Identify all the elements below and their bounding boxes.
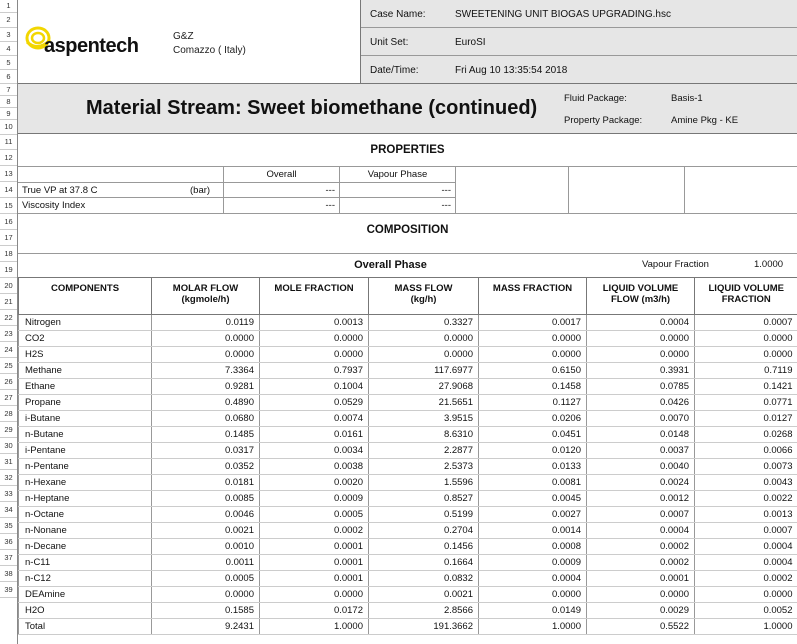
company-name: G&Z <box>173 31 194 42</box>
prop-row-name: Viscosity Index <box>18 198 224 214</box>
composition-col-header <box>260 278 369 315</box>
table-row <box>19 491 797 507</box>
component-name: Ethane <box>19 379 152 395</box>
component-value: 0.0000 <box>587 587 695 603</box>
component-value: 0.7937 <box>260 363 369 379</box>
table-row <box>19 347 797 363</box>
row-number: 30 <box>0 438 17 454</box>
datetime-label: Date/Time: <box>370 65 419 76</box>
component-value: 0.0017 <box>479 315 587 331</box>
col-header-line: (kgmole/h) <box>181 294 230 305</box>
component-value: 0.0000 <box>587 331 695 347</box>
total-row <box>19 619 797 635</box>
component-value: 0.0012 <box>587 491 695 507</box>
component-value: 0.0181 <box>152 475 260 491</box>
composition-col-header <box>479 278 587 315</box>
component-value: 0.0002 <box>587 539 695 555</box>
composition-table <box>18 277 797 635</box>
component-value: 0.0172 <box>260 603 369 619</box>
component-value: 0.0000 <box>695 587 797 603</box>
col-header-line: LIQUID VOLUME <box>708 283 784 294</box>
row-number: 27 <box>0 390 17 406</box>
component-value: 7.3364 <box>152 363 260 379</box>
component-value: 21.5651 <box>369 395 479 411</box>
unit-set-value: EuroSI <box>455 37 486 48</box>
fluid-package-value: Basis-1 <box>671 93 703 104</box>
component-value: 0.0009 <box>260 491 369 507</box>
properties-grid <box>18 166 797 213</box>
component-value: 0.0066 <box>695 443 797 459</box>
prop-row-name: True VP at 37.8 C (bar) <box>18 183 224 198</box>
row-number-gutter <box>0 0 18 644</box>
component-value: 1.5596 <box>369 475 479 491</box>
component-value: 0.0070 <box>587 411 695 427</box>
component-value: 0.0000 <box>260 347 369 363</box>
col-header-line: LIQUID VOLUME <box>602 283 679 294</box>
row-number: 2 <box>0 13 17 28</box>
component-value: 3.9515 <box>369 411 479 427</box>
component-value: 0.0007 <box>695 523 797 539</box>
row-number: 37 <box>0 550 17 566</box>
component-value: 0.0001 <box>260 539 369 555</box>
component-value: 0.5199 <box>369 507 479 523</box>
component-value: 0.0037 <box>587 443 695 459</box>
component-value: 0.0785 <box>587 379 695 395</box>
component-value: 0.1664 <box>369 555 479 571</box>
component-name: n-Octane <box>19 507 152 523</box>
component-value: 191.3662 <box>369 619 479 635</box>
component-value: 0.0011 <box>152 555 260 571</box>
row-number: 17 <box>0 230 17 246</box>
component-value: 0.0005 <box>260 507 369 523</box>
component-value: 0.9281 <box>152 379 260 395</box>
component-value: 2.8566 <box>369 603 479 619</box>
col-header-line: (kg/h) <box>410 294 437 305</box>
prop-row-vapour: --- <box>340 198 456 214</box>
row-number: 19 <box>0 262 17 278</box>
case-name-row <box>361 0 797 28</box>
col-header-line: MASS FRACTION <box>492 283 573 294</box>
property-package-label: Property Package: <box>564 115 643 126</box>
col-header-line: MASS FLOW <box>394 283 453 294</box>
phase-title: Overall Phase <box>354 259 427 271</box>
header-company-block <box>18 0 360 84</box>
component-value: 0.4890 <box>152 395 260 411</box>
property-package-value: Amine Pkg - KE <box>671 115 739 126</box>
component-name: H2S <box>19 347 152 363</box>
composition-col-header <box>152 278 260 315</box>
component-value: 0.8527 <box>369 491 479 507</box>
header-case-block <box>360 0 797 84</box>
phase-bar <box>18 253 797 277</box>
table-row <box>19 411 797 427</box>
row-number: 34 <box>0 502 17 518</box>
component-value: 0.0120 <box>479 443 587 459</box>
component-value: 0.0001 <box>260 571 369 587</box>
table-row <box>19 587 797 603</box>
row-number: 15 <box>0 198 17 214</box>
component-value: 0.0010 <box>152 539 260 555</box>
component-name: n-C12 <box>19 571 152 587</box>
row-number: 24 <box>0 342 17 358</box>
prop-empty-col <box>685 167 797 214</box>
row-number: 4 <box>0 42 17 56</box>
composition-heading: COMPOSITION <box>366 224 449 236</box>
table-row <box>19 571 797 587</box>
table-row <box>19 331 797 347</box>
row-number: 3 <box>0 28 17 42</box>
table-row <box>19 443 797 459</box>
component-value: 0.1127 <box>479 395 587 411</box>
table-row <box>19 507 797 523</box>
component-value: 0.0426 <box>587 395 695 411</box>
component-value: 0.0022 <box>695 491 797 507</box>
component-value: 9.2431 <box>152 619 260 635</box>
component-value: 0.0119 <box>152 315 260 331</box>
component-value: 0.0004 <box>587 523 695 539</box>
component-value: 0.0014 <box>479 523 587 539</box>
row-number: 23 <box>0 326 17 342</box>
company-location: Comazzo ( Italy) <box>173 45 246 56</box>
component-value: 0.0680 <box>152 411 260 427</box>
row-number: 8 <box>0 96 17 108</box>
row-number: 18 <box>0 246 17 262</box>
row-number: 29 <box>0 422 17 438</box>
title-band <box>18 84 797 134</box>
component-value: 0.0038 <box>260 459 369 475</box>
component-value: 0.0148 <box>587 427 695 443</box>
prop-row-unit: (bar) <box>190 185 211 196</box>
row-number: 12 <box>0 150 17 166</box>
component-value: 0.0052 <box>695 603 797 619</box>
component-value: 0.0001 <box>260 555 369 571</box>
row-number: 16 <box>0 214 17 230</box>
component-value: 0.0002 <box>695 571 797 587</box>
row-number: 31 <box>0 454 17 470</box>
component-value: 8.6310 <box>369 427 479 443</box>
component-value: 0.0004 <box>587 315 695 331</box>
component-value: 0.0000 <box>260 331 369 347</box>
row-number: 26 <box>0 374 17 390</box>
unit-set-row <box>361 28 797 56</box>
row-number: 7 <box>0 84 17 96</box>
component-value: 0.0005 <box>152 571 260 587</box>
component-value: 0.0045 <box>479 491 587 507</box>
table-row <box>19 523 797 539</box>
component-name: H2O <box>19 603 152 619</box>
aspentech-logo <box>24 22 164 62</box>
component-value: 0.0832 <box>369 571 479 587</box>
vapour-fraction-value: 1.0000 <box>754 259 784 270</box>
component-value: 0.0007 <box>587 507 695 523</box>
component-value: 0.0007 <box>695 315 797 331</box>
row-number: 5 <box>0 56 17 70</box>
component-value: 0.0529 <box>260 395 369 411</box>
datetime-row <box>361 56 797 84</box>
table-row <box>19 379 797 395</box>
component-value: 0.0002 <box>587 555 695 571</box>
company-info <box>173 30 246 58</box>
row-number: 39 <box>0 582 17 598</box>
component-value: 0.0009 <box>479 555 587 571</box>
component-name: i-Pentane <box>19 443 152 459</box>
prop-col-vapour: Vapour Phase <box>340 167 456 183</box>
component-name: n-C11 <box>19 555 152 571</box>
component-value: 0.0008 <box>479 539 587 555</box>
col-header-line: FRACTION <box>721 294 771 305</box>
page-title: Material Stream: Sweet biomethane (continued) <box>86 97 538 119</box>
component-value: 27.9068 <box>369 379 479 395</box>
component-value: 0.0021 <box>369 587 479 603</box>
table-row <box>19 603 797 619</box>
component-name: CO2 <box>19 331 152 347</box>
row-number: 33 <box>0 486 17 502</box>
col-header-line: MOLAR FLOW <box>172 283 239 294</box>
composition-col-header <box>587 278 695 315</box>
component-name: Total <box>19 619 152 635</box>
row-number: 25 <box>0 358 17 374</box>
component-name: n-Nonane <box>19 523 152 539</box>
component-value: 0.0085 <box>152 491 260 507</box>
row-number: 9 <box>0 108 17 120</box>
component-value: 0.0013 <box>260 315 369 331</box>
component-value: 0.0352 <box>152 459 260 475</box>
prop-empty-col <box>569 167 685 214</box>
component-value: 1.0000 <box>479 619 587 635</box>
component-name: n-Decane <box>19 539 152 555</box>
composition-col-header <box>19 278 152 315</box>
component-value: 0.0000 <box>695 347 797 363</box>
table-row <box>19 475 797 491</box>
component-value: 0.0046 <box>152 507 260 523</box>
prop-header-blank <box>18 167 224 183</box>
row-number: 11 <box>0 135 17 150</box>
row-number: 6 <box>0 70 17 84</box>
row-number: 35 <box>0 518 17 534</box>
component-value: 0.0000 <box>260 587 369 603</box>
table-row <box>19 555 797 571</box>
prop-col-overall: Overall <box>224 167 340 183</box>
component-value: 0.0133 <box>479 459 587 475</box>
component-name: DEAmine <box>19 587 152 603</box>
component-value: 0.0161 <box>260 427 369 443</box>
composition-col-header <box>369 278 479 315</box>
component-value: 117.6977 <box>369 363 479 379</box>
row-number: 13 <box>0 166 17 182</box>
component-value: 0.0024 <box>587 475 695 491</box>
component-value: 2.5373 <box>369 459 479 475</box>
composition-body <box>19 315 797 635</box>
component-value: 0.7119 <box>695 363 797 379</box>
component-value: 0.1458 <box>479 379 587 395</box>
component-name: Propane <box>19 395 152 411</box>
row-number: 20 <box>0 278 17 294</box>
composition-header-row <box>19 278 797 315</box>
component-value: 0.0000 <box>152 587 260 603</box>
component-name: n-Hexane <box>19 475 152 491</box>
col-header-line: FLOW (m3/h) <box>610 294 671 305</box>
component-value: 0.3931 <box>587 363 695 379</box>
table-row <box>19 363 797 379</box>
component-value: 0.0000 <box>152 331 260 347</box>
unit-set-label: Unit Set: <box>370 37 409 48</box>
prop-row-overall: --- <box>224 198 340 214</box>
row-number: 36 <box>0 534 17 550</box>
col-header-line: COMPONENTS <box>50 283 120 294</box>
row-number: 14 <box>0 182 17 198</box>
component-value: 0.0074 <box>260 411 369 427</box>
component-name: n-Butane <box>19 427 152 443</box>
col-header-line: MOLE FRACTION <box>274 283 354 294</box>
component-name: n-Heptane <box>19 491 152 507</box>
component-value: 0.0073 <box>695 459 797 475</box>
report-sheet <box>18 0 797 644</box>
case-name-label: Case Name: <box>370 9 426 20</box>
component-value: 0.0451 <box>479 427 587 443</box>
row-number: 38 <box>0 566 17 582</box>
composition-col-header <box>695 278 797 315</box>
vapour-fraction-label: Vapour Fraction <box>642 259 709 270</box>
table-row <box>19 459 797 475</box>
component-value: 0.0127 <box>695 411 797 427</box>
row-number: 1 <box>0 0 17 13</box>
component-value: 0.0029 <box>587 603 695 619</box>
component-value: 0.0020 <box>260 475 369 491</box>
logo-text: aspentech <box>44 35 139 57</box>
component-value: 0.6150 <box>479 363 587 379</box>
component-value: 0.0206 <box>479 411 587 427</box>
row-number: 28 <box>0 406 17 422</box>
table-row <box>19 395 797 411</box>
row-number: 21 <box>0 294 17 310</box>
prop-empty-col <box>456 167 569 214</box>
component-value: 0.0001 <box>587 571 695 587</box>
component-value: 0.0000 <box>695 331 797 347</box>
component-value: 0.0040 <box>587 459 695 475</box>
component-value: 0.0771 <box>695 395 797 411</box>
component-value: 0.0034 <box>260 443 369 459</box>
component-value: 0.0317 <box>152 443 260 459</box>
component-value: 1.0000 <box>695 619 797 635</box>
component-value: 0.3327 <box>369 315 479 331</box>
component-value: 0.0004 <box>695 555 797 571</box>
component-value: 0.0043 <box>695 475 797 491</box>
fluid-package-label: Fluid Package: <box>564 93 627 104</box>
component-value: 0.0268 <box>695 427 797 443</box>
properties-heading: PROPERTIES <box>370 144 445 156</box>
component-value: 0.0000 <box>479 331 587 347</box>
component-value: 2.2877 <box>369 443 479 459</box>
component-name: Nitrogen <box>19 315 152 331</box>
row-number: 10 <box>0 120 17 135</box>
component-value: 0.1004 <box>260 379 369 395</box>
component-value: 0.2704 <box>369 523 479 539</box>
table-row <box>19 539 797 555</box>
table-row <box>19 427 797 443</box>
component-name: i-Butane <box>19 411 152 427</box>
component-value: 0.0149 <box>479 603 587 619</box>
prop-row-vapour: --- <box>340 183 456 198</box>
prop-row-overall: --- <box>224 183 340 198</box>
row-number: 22 <box>0 310 17 326</box>
component-value: 0.1485 <box>152 427 260 443</box>
component-value: 0.0000 <box>369 347 479 363</box>
component-value: 0.1585 <box>152 603 260 619</box>
component-value: 0.0027 <box>479 507 587 523</box>
component-value: 0.0004 <box>479 571 587 587</box>
row-number: 32 <box>0 470 17 486</box>
component-value: 0.0004 <box>695 539 797 555</box>
component-value: 0.0081 <box>479 475 587 491</box>
table-row <box>19 315 797 331</box>
component-value: 0.0000 <box>369 331 479 347</box>
component-value: 0.0000 <box>479 347 587 363</box>
component-name: n-Pentane <box>19 459 152 475</box>
component-value: 1.0000 <box>260 619 369 635</box>
component-value: 0.0021 <box>152 523 260 539</box>
component-value: 0.0000 <box>587 347 695 363</box>
component-name: Methane <box>19 363 152 379</box>
component-value: 0.0000 <box>479 587 587 603</box>
component-value: 0.0013 <box>695 507 797 523</box>
component-value: 0.0000 <box>152 347 260 363</box>
component-value: 0.0002 <box>260 523 369 539</box>
component-value: 0.5522 <box>587 619 695 635</box>
component-value: 0.1456 <box>369 539 479 555</box>
datetime-value: Fri Aug 10 13:35:54 2018 <box>455 65 568 76</box>
case-name-value: SWEETENING UNIT BIOGAS UPGRADING.hsc <box>455 9 671 20</box>
component-value: 0.1421 <box>695 379 797 395</box>
